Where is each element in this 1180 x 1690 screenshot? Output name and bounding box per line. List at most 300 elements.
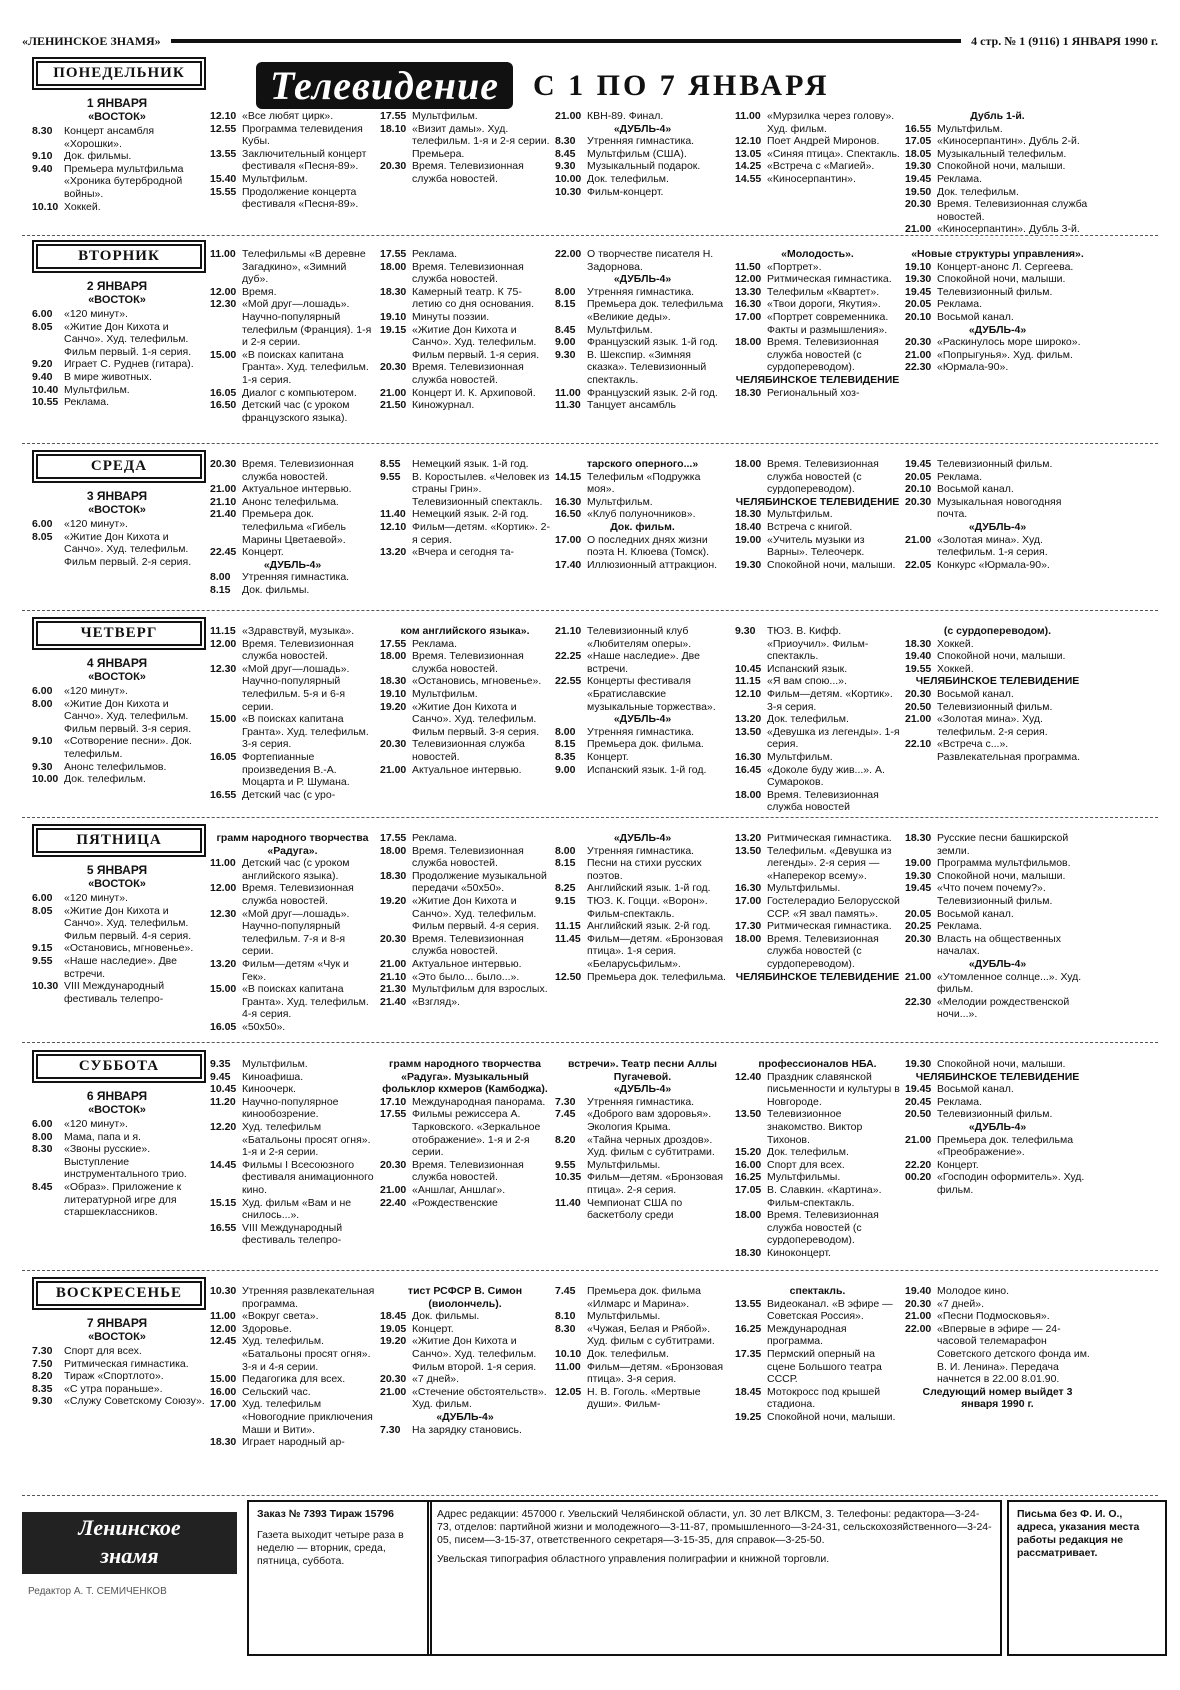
program-list bbox=[22, 892, 212, 1005]
program-time: 19.40 bbox=[905, 1285, 932, 1297]
program-title: «120 минут». bbox=[64, 518, 128, 530]
program-item: ЧЕЛЯБИНСКОЕ ТЕЛЕВИДЕНИЕ bbox=[915, 1070, 1080, 1083]
program-item: Дубль 1-й. bbox=[970, 110, 1025, 122]
program-time: 13.50 bbox=[735, 844, 762, 857]
program-item bbox=[555, 650, 730, 675]
program-item bbox=[380, 387, 550, 400]
program-title: Гостелерадио Белорусской ССР. «Я звал память». bbox=[767, 894, 900, 920]
program-item: «ДУБЛЬ-4» bbox=[968, 1120, 1027, 1133]
program-item bbox=[380, 650, 550, 675]
program-item bbox=[380, 895, 550, 933]
program-time: 20.45 bbox=[905, 1095, 932, 1108]
program-time: 14.25 bbox=[735, 160, 762, 173]
program-item bbox=[210, 286, 375, 299]
program-item bbox=[735, 751, 900, 764]
program-time: 16.00 bbox=[735, 1158, 762, 1171]
program-time: 9.30 bbox=[32, 760, 53, 773]
program-item bbox=[555, 387, 730, 400]
program-time: 11.00 bbox=[735, 110, 761, 122]
program-title: «Клуб полуночников». bbox=[587, 508, 696, 521]
program-title: Мультфильм. bbox=[64, 383, 130, 396]
program-title: Актуальное интервью. bbox=[412, 763, 522, 776]
program-item bbox=[380, 1159, 550, 1184]
program-time: 7.30 bbox=[380, 1423, 401, 1436]
program-time: 20.50 bbox=[905, 1108, 932, 1121]
program-time: 19.20 bbox=[380, 1335, 407, 1348]
program-item bbox=[735, 625, 900, 663]
program-time: 19.30 bbox=[905, 869, 932, 882]
day-band bbox=[22, 1048, 1158, 1271]
program-time: 20.30 bbox=[210, 458, 237, 470]
program-time: 19.30 bbox=[905, 160, 932, 173]
program-item bbox=[380, 123, 550, 161]
program-title: Мультфильм для взрослых. bbox=[412, 983, 548, 996]
program-column bbox=[905, 1285, 1090, 1411]
program-title: Худ. телефильм. «Батальоны просят огня». 3-я и 4-я серии. bbox=[242, 1335, 371, 1373]
program-item bbox=[32, 761, 206, 774]
program-time: 10.45 bbox=[735, 662, 762, 675]
program-item bbox=[735, 173, 900, 186]
program-title: Пермский оперный на сцене Большого театра СССР. bbox=[767, 1347, 882, 1386]
program-item: грамм народного творчества «Радуга». bbox=[216, 832, 369, 857]
program-time: 11.00 bbox=[210, 857, 236, 870]
program-item bbox=[380, 1108, 550, 1158]
program-time: 11.15 bbox=[555, 920, 581, 933]
program-time: 20.30 bbox=[905, 932, 932, 945]
program-item bbox=[735, 521, 900, 534]
program-time: 19.20 bbox=[380, 700, 407, 713]
program-time: 18.45 bbox=[735, 1385, 762, 1398]
program-item bbox=[905, 1108, 1090, 1121]
program-item bbox=[555, 1096, 730, 1109]
program-time: 21.00 bbox=[380, 1183, 407, 1196]
program-time: 12.40 bbox=[735, 1070, 762, 1083]
program-title: Реклама. bbox=[64, 396, 110, 409]
program-time: 19.45 bbox=[905, 285, 932, 298]
program-item bbox=[380, 399, 550, 412]
program-title: Спокойной ночи, малыши. bbox=[767, 558, 896, 571]
program-item bbox=[555, 399, 730, 412]
program-time: 18.30 bbox=[735, 1246, 762, 1259]
program-title: Концерт И. К. Архиповой. bbox=[412, 386, 536, 399]
program-time: 20.30 bbox=[905, 198, 932, 211]
program-item bbox=[32, 1383, 206, 1396]
program-time: 16.55 bbox=[905, 122, 932, 135]
program-item bbox=[905, 298, 1090, 311]
program-title: Мультфильм. bbox=[937, 122, 1003, 135]
program-time: 15.15 bbox=[210, 1196, 237, 1209]
program-item bbox=[32, 125, 206, 150]
program-title: Телевизионный фильм. bbox=[937, 1108, 1053, 1121]
program-title: Международная программа. bbox=[767, 1322, 847, 1348]
program-title: Камерный театр. К 75-летию со дня основания. bbox=[412, 285, 535, 311]
program-title: Концерт-анонс Л. Сергеева. bbox=[937, 260, 1074, 273]
program-item bbox=[210, 173, 375, 186]
program-item bbox=[905, 882, 1090, 907]
program-time: 10.10 bbox=[32, 200, 59, 213]
program-title: Док. телефильм. bbox=[767, 1146, 849, 1159]
program-time: 22.20 bbox=[905, 1158, 932, 1171]
program-item bbox=[735, 311, 900, 336]
program-title: Мультфильм (США). bbox=[587, 147, 687, 160]
program-title: «Киносерпантин». Дубль 3-й. bbox=[937, 223, 1080, 236]
program-column bbox=[210, 248, 375, 424]
program-item bbox=[380, 261, 550, 286]
program-time: 10.30 bbox=[555, 185, 582, 198]
program-item bbox=[210, 751, 375, 789]
program-title: Док. фильмы. bbox=[242, 583, 310, 596]
program-item bbox=[380, 764, 550, 777]
program-column bbox=[380, 110, 550, 186]
program-title: Реклама. bbox=[937, 298, 983, 311]
program-time: 20.05 bbox=[905, 470, 932, 483]
program-item bbox=[735, 688, 900, 713]
program-title: «7 дней». bbox=[412, 1373, 459, 1386]
program-title: Утренняя гимнастика. bbox=[587, 135, 695, 148]
program-item bbox=[555, 324, 730, 337]
program-item bbox=[555, 110, 730, 123]
program-item: ком английского языка». bbox=[400, 625, 530, 637]
program-item bbox=[905, 857, 1090, 870]
program-item bbox=[210, 123, 375, 148]
program-item bbox=[555, 298, 730, 323]
program-item bbox=[555, 738, 730, 751]
program-title: Н. В. Гоголь. «Мертвые души». Фильм- bbox=[587, 1385, 701, 1411]
program-title: Реклама. bbox=[412, 248, 458, 260]
program-column bbox=[735, 625, 900, 814]
program-title: Телевизионное знакомство. Виктор Тихонов. bbox=[767, 1108, 863, 1146]
program-item bbox=[555, 148, 730, 161]
program-time: 20.30 bbox=[380, 932, 407, 945]
program-item bbox=[555, 1197, 730, 1222]
program-title: «Доброго вам здоровья». Экология Крыма. bbox=[587, 1108, 712, 1133]
program-item bbox=[905, 1096, 1090, 1109]
day-date: 1 ЯНВАРЯ bbox=[86, 96, 148, 110]
program-item bbox=[905, 920, 1090, 933]
program-item bbox=[32, 371, 206, 384]
program-title: Премьера док. фильма. bbox=[587, 738, 704, 751]
program-time: 21.00 bbox=[905, 970, 932, 983]
program-item bbox=[210, 1197, 375, 1222]
program-time: 8.10 bbox=[555, 1310, 576, 1323]
program-item bbox=[380, 324, 550, 362]
program-item bbox=[555, 1386, 730, 1411]
program-title: Английский язык. 2-й год. bbox=[587, 920, 711, 933]
program-title: Время. Телевизионная служба новостей. bbox=[412, 650, 524, 675]
program-item: «Молодость». bbox=[781, 248, 854, 260]
program-title: Концерт ансамбля «Хорошки». bbox=[64, 125, 155, 150]
program-item bbox=[32, 1395, 206, 1408]
program-time: 7.30 bbox=[32, 1345, 53, 1357]
day-date: 5 ЯНВАРЯ bbox=[86, 863, 148, 877]
program-item bbox=[32, 773, 206, 786]
program-title: «7 дней». bbox=[937, 1297, 984, 1310]
program-item bbox=[735, 1146, 900, 1159]
program-item bbox=[380, 160, 550, 185]
program-item: «ДУБЛЬ-4» bbox=[968, 323, 1027, 336]
program-time: 14.15 bbox=[555, 470, 582, 483]
program-item bbox=[905, 123, 1090, 136]
program-item bbox=[380, 1323, 550, 1336]
program-title: Время. Телевизионная служба новостей. bbox=[242, 458, 354, 483]
program-item bbox=[555, 534, 730, 559]
program-title: Телевизионный фильм. bbox=[937, 700, 1053, 713]
program-time: 18.45 bbox=[380, 1310, 407, 1323]
program-time: 13.05 bbox=[735, 147, 762, 160]
program-title: Актуальное интервью. bbox=[412, 957, 522, 970]
program-time: 19.45 bbox=[905, 458, 932, 470]
program-item bbox=[210, 713, 375, 751]
program-time: 18.30 bbox=[380, 675, 407, 688]
program-title: «Здравствуй, музыка». bbox=[242, 625, 355, 637]
program-item bbox=[735, 764, 900, 789]
day-date: 6 ЯНВАРЯ bbox=[86, 1089, 148, 1103]
program-time: 11.00 bbox=[555, 386, 581, 399]
program-time: 11.00 bbox=[555, 1360, 581, 1373]
program-time: 16.05 bbox=[210, 1020, 237, 1033]
program-item bbox=[380, 638, 550, 651]
program-title: Музыкальная новогодняя почта. bbox=[937, 495, 1062, 521]
channel-name: «ВОСТОК» bbox=[88, 1331, 146, 1343]
program-title: Музыкальный подарок. bbox=[587, 160, 701, 173]
program-title: ТЮЗ. К. Гоцци. «Ворон». Фильм-спектакль. bbox=[587, 894, 708, 920]
program-title: Время. Телевизионная служба новостей (с сурдопереводом). bbox=[767, 1209, 879, 1247]
program-item bbox=[555, 1285, 730, 1310]
program-title: «Синяя птица». Спектакль. bbox=[767, 147, 900, 160]
program-item bbox=[32, 1358, 206, 1371]
program-title: «Житие Дон Кихота и Санчо». Худ. телефильм. Фильм первый. 1-я серия. bbox=[64, 320, 192, 358]
program-item bbox=[555, 160, 730, 173]
program-time: 13.30 bbox=[735, 285, 762, 298]
program-title: Мультфильм. bbox=[412, 687, 478, 700]
program-item bbox=[905, 135, 1090, 148]
program-item bbox=[735, 1159, 900, 1172]
program-item bbox=[210, 387, 375, 400]
program-title: «Служу Советскому Союзу». bbox=[64, 1395, 205, 1408]
program-column bbox=[905, 1058, 1090, 1197]
channel-name: «ВОСТОК» bbox=[88, 294, 146, 306]
program-title: Мультфильмы. bbox=[587, 1310, 661, 1323]
program-item bbox=[210, 1222, 375, 1247]
program-title: Фильм—детям. «Кортик». 3-я серия. bbox=[767, 687, 893, 713]
program-title: Реклама. bbox=[412, 637, 458, 650]
program-title: Премьера док. телефильма. bbox=[587, 970, 726, 983]
program-title: Время. Телевизионная служба новостей (с сурдопереводом). bbox=[767, 458, 879, 496]
program-time: 12.10 bbox=[735, 687, 762, 700]
program-title: «Песни Подмосковья». bbox=[937, 1310, 1050, 1323]
program-item bbox=[32, 396, 206, 409]
program-time: 21.00 bbox=[555, 110, 582, 122]
program-title: Время. Телевизионная служба новостей. bbox=[937, 198, 1088, 223]
program-time: 21.10 bbox=[210, 495, 237, 508]
program-time: 17.55 bbox=[380, 110, 407, 122]
program-time: 14.45 bbox=[210, 1158, 237, 1171]
program-item bbox=[905, 559, 1090, 572]
program-title: Спокойной ночи, малыши. bbox=[937, 650, 1066, 663]
program-time: 17.55 bbox=[380, 637, 407, 650]
program-title: «Житие Дон Кихота и Санчо». Худ. телефильм. Фильм первый. 4-я серия. bbox=[412, 894, 540, 933]
program-title: «Портрет современника. Факты и размышления». bbox=[767, 310, 889, 336]
program-item bbox=[380, 933, 550, 958]
program-time: 7.45 bbox=[555, 1108, 576, 1121]
program-time: 17.55 bbox=[380, 248, 407, 260]
program-time: 12.30 bbox=[210, 298, 237, 311]
program-time: 16.30 bbox=[735, 750, 762, 763]
program-item bbox=[905, 1083, 1090, 1096]
program-column bbox=[735, 1058, 900, 1260]
program-column bbox=[905, 248, 1090, 374]
program-title: «В поисках капитана Гранта». Худ. телефильм. 4-я серия. bbox=[242, 983, 369, 1021]
program-title: Реклама. bbox=[412, 832, 458, 844]
program-time: 8.30 bbox=[555, 1322, 576, 1335]
program-item bbox=[210, 983, 375, 1021]
program-title: «Взгляд». bbox=[412, 995, 460, 1008]
program-title: «120 минут». bbox=[64, 892, 128, 904]
program-time: 21.00 bbox=[905, 533, 932, 546]
program-time: 8.30 bbox=[555, 135, 576, 148]
program-item: «ДУБЛЬ-4» bbox=[613, 122, 672, 135]
program-time: 6.00 bbox=[32, 1118, 53, 1130]
program-title: Актуальное интервью. bbox=[242, 483, 352, 496]
program-title: Танцует ансамбль bbox=[587, 399, 676, 412]
program-title: «Твои дороги, Якутия». bbox=[767, 298, 881, 311]
program-title: ТЮЗ. В. Кифф. «Приоучил». Фильм-спектакль. bbox=[767, 625, 869, 663]
tv-logo-title: Телевидение bbox=[256, 62, 513, 109]
program-title: Восьмой канал. bbox=[937, 483, 1014, 496]
program-time: 10.30 bbox=[32, 980, 59, 993]
program-title: Время. Телевизионная служба новостей bbox=[767, 788, 879, 814]
program-time: 8.00 bbox=[32, 1130, 53, 1143]
program-title: Тираж «Спортлото». bbox=[64, 1370, 164, 1383]
program-time: 12.00 bbox=[735, 273, 762, 286]
program-title: Фильм-концерт. bbox=[587, 185, 664, 198]
program-time: 11.30 bbox=[555, 399, 581, 412]
program-item bbox=[555, 882, 730, 895]
program-item: «ДУБЛЬ-4» bbox=[968, 520, 1027, 533]
program-time: 21.30 bbox=[380, 983, 407, 996]
program-title: Утренняя гимнастика. bbox=[242, 571, 350, 584]
program-title: «Житие Дон Кихота и Санчо». Худ. телефильм. Фильм первый. 1-я серия. bbox=[412, 323, 540, 361]
program-item bbox=[905, 650, 1090, 663]
program-item bbox=[32, 1118, 206, 1131]
program-item bbox=[210, 458, 375, 483]
program-title: «Господин оформитель». Худ. фильм. bbox=[937, 1171, 1085, 1196]
program-title: Фильм—детям. «Бронзовая птица». 1-я серия. «Беларусьфильм». bbox=[587, 932, 724, 970]
program-item bbox=[380, 1373, 550, 1386]
program-title: Время. Телевизионная служба новостей. bbox=[412, 932, 524, 958]
program-time: 21.40 bbox=[380, 995, 407, 1008]
program-title: «120 минут». bbox=[64, 308, 128, 320]
program-item: (с сурдопереводом). bbox=[943, 625, 1052, 637]
program-time: 12.50 bbox=[555, 970, 582, 983]
program-item bbox=[905, 688, 1090, 701]
program-item bbox=[735, 1386, 900, 1411]
program-title: Власть на общественных началах. bbox=[937, 932, 1061, 958]
program-item: ЧЕЛЯБИНСКОЕ ТЕЛЕВИДЕНИЕ bbox=[915, 675, 1080, 688]
program-title: Спокойной ночи, малыши. bbox=[937, 869, 1066, 882]
program-time: 19.50 bbox=[905, 185, 932, 198]
program-item bbox=[380, 1386, 550, 1411]
program-time: 8.00 bbox=[555, 285, 576, 298]
program-time: 13.20 bbox=[210, 957, 237, 970]
program-time: 22.00 bbox=[905, 1322, 932, 1335]
program-title: «Мурзилка через голову». Худ. фильм. bbox=[767, 110, 895, 135]
program-item bbox=[32, 531, 206, 569]
program-time: 20.30 bbox=[380, 361, 407, 374]
program-title: VIII Международный фестиваль телепро- bbox=[64, 980, 165, 1005]
program-item bbox=[905, 186, 1090, 199]
program-time: 22.55 bbox=[555, 675, 582, 688]
program-item bbox=[32, 358, 206, 371]
program-time: 19.10 bbox=[380, 687, 407, 700]
program-title: «Тайна черных дроздов». Худ. фильм с субтитрами. bbox=[587, 1133, 715, 1159]
program-time: 22.05 bbox=[905, 558, 932, 571]
program-title: Время. bbox=[242, 285, 277, 298]
program-item bbox=[210, 1285, 375, 1310]
program-title: Фильмы режиссера А. Тарковского. «Зеркальное отображение». 1-я и 2-я серии. bbox=[412, 1108, 541, 1159]
program-title: Утренняя гимнастика. bbox=[587, 285, 695, 298]
program-time: 14.55 bbox=[735, 172, 762, 185]
program-title: «Киносерпантин». bbox=[767, 172, 856, 185]
program-time: 18.30 bbox=[905, 832, 932, 844]
day-band bbox=[22, 1275, 1158, 1496]
program-title: Праздник славянской письменности и культуры в Новгороде. bbox=[767, 1070, 900, 1108]
program-title: «Чужая, Белая и Рябой». Худ. фильм с субтитрами. bbox=[587, 1322, 715, 1348]
program-time: 10.40 bbox=[32, 383, 59, 396]
program-time: 19.25 bbox=[735, 1410, 762, 1423]
program-time: 21.40 bbox=[210, 508, 237, 521]
program-column bbox=[380, 1058, 550, 1209]
program-title: Худ. фильм «Вам и не снилось...». bbox=[242, 1196, 352, 1222]
program-item: «ДУБЛЬ-4» bbox=[613, 832, 672, 844]
program-title: «Житие Дон Кихота и Санчо». Худ. телефильм. Фильм первый. 2-я серия. bbox=[64, 530, 192, 568]
program-item bbox=[905, 713, 1090, 738]
program-item bbox=[32, 1345, 206, 1358]
program-title: Премьера док. телефильма «Преображение». bbox=[937, 1133, 1074, 1159]
program-time: 8.45 bbox=[555, 323, 576, 336]
program-column bbox=[555, 625, 730, 776]
program-item bbox=[555, 1323, 730, 1348]
program-item bbox=[735, 534, 900, 559]
program-column bbox=[210, 110, 375, 211]
day-date: 7 ЯНВАРЯ bbox=[86, 1316, 148, 1330]
program-column bbox=[555, 832, 730, 983]
program-title: Заключительный концерт фестиваля «Песня-89». bbox=[242, 147, 367, 173]
program-item bbox=[210, 1436, 375, 1449]
program-column bbox=[905, 458, 1090, 571]
program-title: «Звоны русские». Выступление инструментального трио. bbox=[64, 1143, 187, 1181]
program-time: 19.00 bbox=[905, 857, 932, 870]
program-title: Программа мультфильмов. bbox=[937, 857, 1071, 870]
program-time: 8.05 bbox=[32, 530, 53, 543]
program-time: 22.30 bbox=[905, 361, 932, 374]
program-time: 10.30 bbox=[210, 1285, 237, 1297]
program-time: 20.30 bbox=[380, 1158, 407, 1171]
program-item bbox=[210, 148, 375, 173]
program-item bbox=[555, 1134, 730, 1159]
program-time: 10.00 bbox=[555, 172, 582, 185]
program-item bbox=[905, 971, 1090, 996]
program-item: «Новые структуры управления». bbox=[911, 248, 1084, 260]
program-column bbox=[905, 832, 1090, 1021]
program-item bbox=[905, 471, 1090, 484]
program-time: 9.10 bbox=[32, 150, 53, 163]
program-item bbox=[32, 150, 206, 163]
program-time: 12.30 bbox=[210, 907, 237, 920]
program-item bbox=[735, 336, 900, 374]
day-date: 3 ЯНВАРЯ bbox=[86, 489, 148, 503]
program-title: Мультфильмы. bbox=[767, 882, 841, 895]
